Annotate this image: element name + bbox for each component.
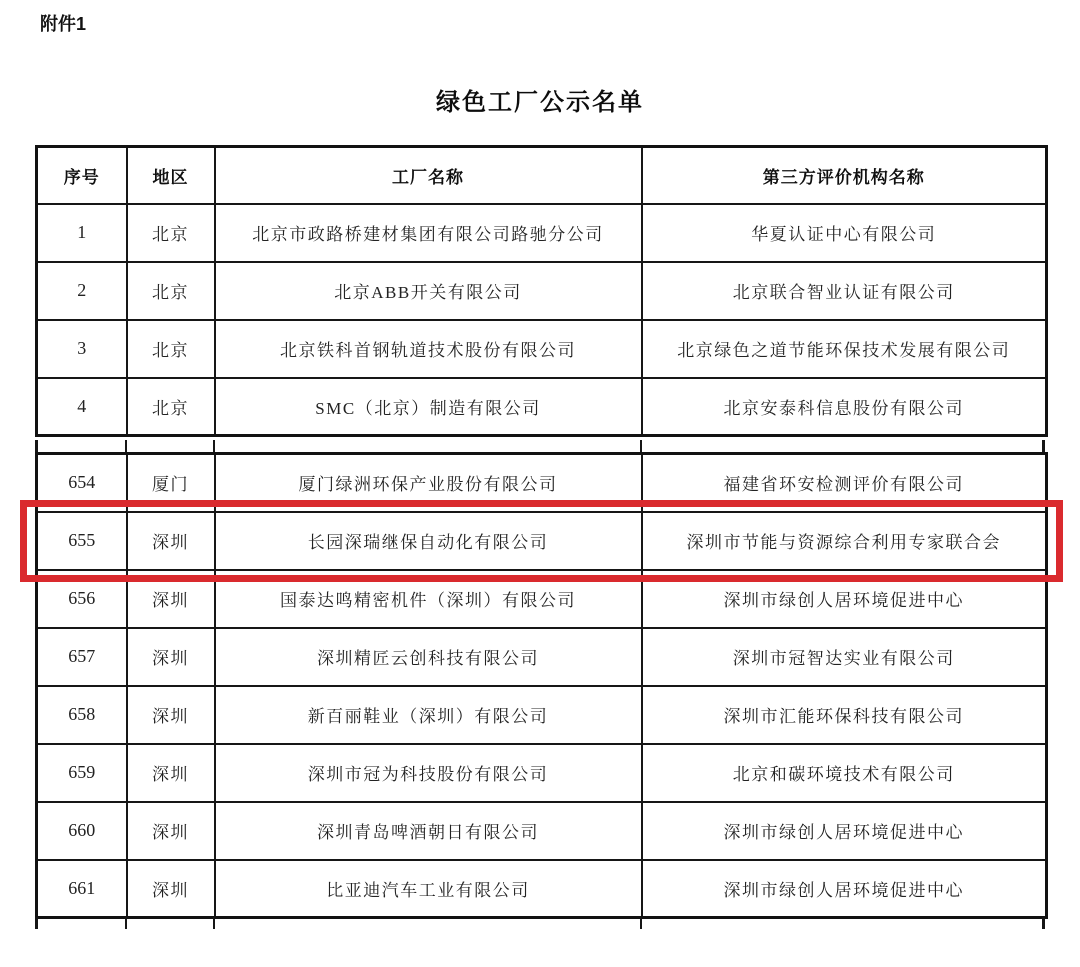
cell-agency: 深圳市节能与资源综合利用专家联合会 [642,512,1047,570]
cell-agency: 北京联合智业认证有限公司 [642,262,1047,320]
cell-region: 北京 [127,204,215,262]
table-row [37,860,1047,918]
cell-agency: 深圳市绿创人居环境促进中心 [642,802,1047,860]
cell-no: 658 [37,686,127,744]
cell-agency: 北京安泰科信息股份有限公司 [642,378,1047,436]
cell-region: 厦门 [127,454,215,512]
cell-region: 北京 [127,262,215,320]
cell-region: 深圳 [127,802,215,860]
cell-region: 北京 [127,320,215,378]
cell-no: 4 [37,378,127,436]
cell-region: 北京 [127,378,215,436]
cell-agency: 深圳市汇能环保科技有限公司 [642,686,1047,744]
table-body-bottom [37,454,1047,918]
cell-factory: 北京ABB开关有限公司 [215,262,642,320]
cell-no: 661 [37,860,127,918]
table-header [37,147,1047,204]
table-body-top [37,204,1047,436]
cell-factory: 深圳精匠云创科技有限公司 [215,628,642,686]
cell-factory: 北京市政路桥建材集团有限公司路驰分公司 [215,204,642,262]
cell-agency: 深圳市冠智达实业有限公司 [642,628,1047,686]
cell-agency: 华夏认证中心有限公司 [642,204,1047,262]
table-row [37,320,1047,378]
table-row [37,570,1047,628]
col-header-agency: 第三方评价机构名称 [642,147,1047,204]
table-row [37,378,1047,436]
cell-factory: 新百丽鞋业（深圳）有限公司 [215,686,642,744]
page-title: 绿色工厂公示名单 [436,89,644,116]
cell-no: 2 [37,262,127,320]
header-row [37,147,1047,204]
table-row [37,802,1047,860]
col-header-no: 序号 [37,147,127,204]
cell-factory: 比亚迪汽车工业有限公司 [215,860,642,918]
cell-region: 深圳 [127,570,215,628]
cell-factory: SMC（北京）制造有限公司 [215,378,642,436]
table-row [37,262,1047,320]
green-factory-table-bottom [35,452,1048,919]
cell-agency: 深圳市绿创人居环境促进中心 [642,570,1047,628]
cell-no: 3 [37,320,127,378]
cell-region: 深圳 [127,744,215,802]
cell-factory: 国泰达鸣精密机件（深圳）有限公司 [215,570,642,628]
cell-region: 深圳 [127,686,215,744]
cell-factory: 北京铁科首钢轨道技术股份有限公司 [215,320,642,378]
cell-factory: 长园深瑞继保自动化有限公司 [215,512,642,570]
cell-region: 深圳 [127,860,215,918]
cell-no: 657 [37,628,127,686]
table-crop-stub-top [35,440,1045,452]
cell-region: 深圳 [127,628,215,686]
cell-agency: 福建省环安检测评价有限公司 [642,454,1047,512]
cell-agency: 北京和碳环境技术有限公司 [642,744,1047,802]
cell-agency: 北京绿色之道节能环保技术发展有限公司 [642,320,1047,378]
cell-agency: 深圳市绿创人居环境促进中心 [642,860,1047,918]
cell-region: 深圳 [127,512,215,570]
cell-factory: 深圳市冠为科技股份有限公司 [215,744,642,802]
cell-no: 660 [37,802,127,860]
table-row [37,512,1047,570]
table-row [37,454,1047,512]
table-row [37,628,1047,686]
table-row [37,204,1047,262]
cell-factory: 深圳青岛啤酒朝日有限公司 [215,802,642,860]
cell-no: 1 [37,204,127,262]
green-factory-table-top [35,145,1048,437]
table-row [37,686,1047,744]
cell-no: 656 [37,570,127,628]
table-row [37,744,1047,802]
attachment-label: 附件1 [40,14,87,34]
col-header-region: 地区 [127,147,215,204]
cell-no: 659 [37,744,127,802]
cell-no: 655 [37,512,127,570]
col-header-factory: 工厂名称 [215,147,642,204]
cell-no: 654 [37,454,127,512]
cell-factory: 厦门绿洲环保产业股份有限公司 [215,454,642,512]
